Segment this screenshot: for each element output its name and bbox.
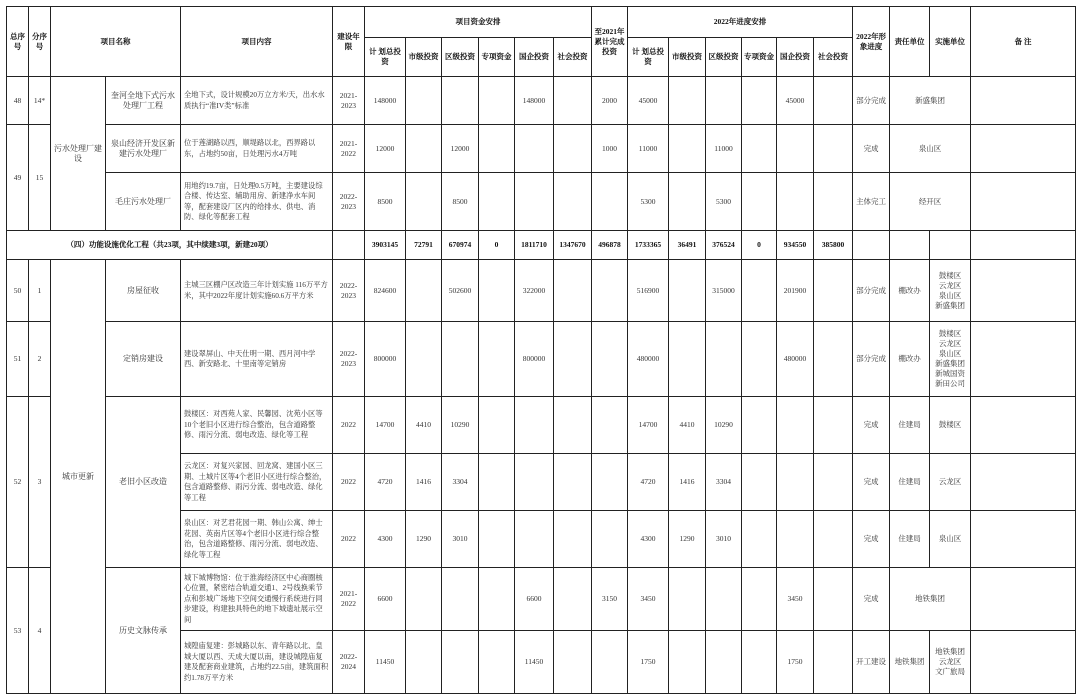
responsible-unit: 泉山区	[890, 125, 971, 173]
project-content: 鼓楼区：对西苑人家、民馨园、沈苑小区等10个老旧小区进行综合整治，包含道路整修、雨污分流、弱电改造、绿化等工程	[181, 397, 333, 454]
progress-status: 完成	[853, 125, 890, 173]
note-cell	[971, 454, 1076, 511]
plan-value	[742, 77, 777, 125]
done-investment: 2000	[592, 77, 628, 125]
sub-serial-number: 2	[29, 322, 51, 397]
plan-value: 45000	[777, 77, 814, 125]
fund-value	[554, 322, 592, 397]
fund-value: 8500	[365, 173, 406, 231]
plan-value: 4300	[628, 511, 669, 568]
progress-status: 主体完工	[853, 173, 890, 231]
section-done-value: 496878	[592, 231, 628, 260]
implementing-unit: 云龙区	[930, 454, 971, 511]
section-fund-value: 1347670	[554, 231, 592, 260]
section-empty-cell	[971, 231, 1076, 260]
plan-value	[742, 322, 777, 397]
project-name: 毛庄污水处理厂	[106, 173, 181, 231]
plan-value	[742, 631, 777, 694]
fund-value: 148000	[365, 77, 406, 125]
fund-value	[479, 77, 515, 125]
progress-status: 部分完成	[853, 77, 890, 125]
fund-value	[479, 568, 515, 631]
fund-subheader: 市级投资	[406, 38, 442, 77]
fund-value: 824600	[365, 260, 406, 322]
fund-value	[554, 125, 592, 173]
table-row	[7, 322, 1076, 397]
plan-value: 10290	[706, 397, 742, 454]
fund-value: 12000	[442, 125, 479, 173]
sub-serial-number: 14*	[29, 77, 51, 125]
done-investment: 3150	[592, 568, 628, 631]
fund-subheader: 专项资金	[479, 38, 515, 77]
fund-value	[479, 397, 515, 454]
plan-value	[742, 511, 777, 568]
section-plan-value: 36491	[669, 231, 706, 260]
serial-number: 51	[7, 322, 29, 397]
build-years: 2022-2024	[333, 631, 365, 694]
done-investment	[592, 511, 628, 568]
responsible-unit: 经开区	[890, 173, 971, 231]
fund-value	[479, 322, 515, 397]
fund-value: 4720	[365, 454, 406, 511]
fund-value	[554, 173, 592, 231]
progress-status: 完成	[853, 454, 890, 511]
plan-subheader: 计 划总投资	[628, 38, 669, 77]
plan-subheader: 专项资金	[742, 38, 777, 77]
fund-value	[515, 511, 554, 568]
fund-value: 6600	[515, 568, 554, 631]
note-cell	[971, 511, 1076, 568]
fund-value	[515, 454, 554, 511]
sub-serial-number: 1	[29, 260, 51, 322]
sub-serial-number: 15	[29, 125, 51, 231]
section-plan-value: 376524	[706, 231, 742, 260]
serial-number: 48	[7, 77, 29, 125]
fund-subheader: 计 划总投资	[365, 38, 406, 77]
project-name: 老旧小区改造	[106, 397, 181, 568]
implementing-unit: 鼓楼区	[930, 397, 971, 454]
plan-value	[814, 631, 853, 694]
plan-value: 1750	[777, 631, 814, 694]
header-plan-group: 2022年进度安排	[628, 7, 853, 38]
fund-value	[515, 397, 554, 454]
plan-value	[814, 454, 853, 511]
fund-subheader: 国企投资	[515, 38, 554, 77]
fund-value	[442, 568, 479, 631]
project-content: 云龙区：对复兴家园、回龙窝、建国小区三期、土城片区等4个老旧小区进行综合整治，包含道路整修、雨污分流、弱电改造、绿化等工程	[181, 454, 333, 511]
done-investment	[592, 397, 628, 454]
fund-value	[479, 511, 515, 568]
fund-value: 148000	[515, 77, 554, 125]
section-empty-cell	[930, 231, 971, 260]
plan-value	[669, 631, 706, 694]
responsible-unit: 新盛集团	[890, 77, 971, 125]
implementing-unit: 鼓楼区 云龙区 泉山区 新盛集团	[930, 260, 971, 322]
section-empty-cell	[853, 231, 890, 260]
section-plan-value: 934550	[777, 231, 814, 260]
fund-value: 502600	[442, 260, 479, 322]
plan-value	[742, 397, 777, 454]
plan-value	[777, 397, 814, 454]
serial-number: 53	[7, 568, 29, 694]
project-content: 位于莲湖路以西，顺堤路以北，西界路以东，占地约50亩，日处理污水4万吨	[181, 125, 333, 173]
fund-value	[442, 631, 479, 694]
build-years: 2022	[333, 397, 365, 454]
plan-value	[669, 260, 706, 322]
fund-value	[554, 568, 592, 631]
progress-status: 部分完成	[853, 260, 890, 322]
plan-value	[777, 454, 814, 511]
plan-value: 1416	[669, 454, 706, 511]
fund-value	[406, 125, 442, 173]
plan-value	[814, 260, 853, 322]
fund-value: 10290	[442, 397, 479, 454]
plan-value	[669, 77, 706, 125]
plan-value	[706, 77, 742, 125]
build-years: 2022-2023	[333, 260, 365, 322]
header-fund-group: 项目资金安排	[365, 7, 592, 38]
implementing-unit: 泉山区	[930, 511, 971, 568]
fund-value	[406, 173, 442, 231]
section-fund-value: 72791	[406, 231, 442, 260]
section-plan-value: 385800	[814, 231, 853, 260]
fund-value	[406, 322, 442, 397]
fund-value: 800000	[515, 322, 554, 397]
fund-value: 8500	[442, 173, 479, 231]
header-note: 备 注	[971, 7, 1076, 77]
sub-serial-number: 4	[29, 568, 51, 694]
plan-value: 45000	[628, 77, 669, 125]
plan-subheader: 社会投资	[814, 38, 853, 77]
done-investment	[592, 173, 628, 231]
plan-value	[814, 397, 853, 454]
plan-value	[777, 125, 814, 173]
section-plan-value: 1733365	[628, 231, 669, 260]
fund-value: 4300	[365, 511, 406, 568]
note-cell	[971, 631, 1076, 694]
serial-number: 49	[7, 125, 29, 231]
fund-value	[554, 77, 592, 125]
done-investment	[592, 260, 628, 322]
responsible-unit: 住建局	[890, 397, 930, 454]
plan-value: 5300	[628, 173, 669, 231]
fund-value: 12000	[365, 125, 406, 173]
header-impl: 实施单位	[930, 7, 971, 77]
fund-subheader: 社会投资	[554, 38, 592, 77]
responsible-unit: 住建局	[890, 454, 930, 511]
plan-value	[814, 322, 853, 397]
table-row	[7, 173, 1076, 231]
implementing-unit: 地铁集团 云龙区 文广旅局	[930, 631, 971, 694]
plan-value: 3304	[706, 454, 742, 511]
serial-number: 52	[7, 397, 29, 568]
table-row	[7, 260, 1076, 322]
project-table	[6, 6, 1076, 694]
fund-value	[554, 631, 592, 694]
fund-value: 11450	[515, 631, 554, 694]
project-name: 房屋征收	[106, 260, 181, 322]
plan-value	[814, 173, 853, 231]
header-done: 至2021年累计完成投资	[592, 7, 628, 77]
project-content: 城隍庙复建：彭城路以东、青年路以北、皇城大厦以西、天成大厦以南，建设城隍庙复建及配套商业建筑，占地约22.5亩，建筑面积约1.78万平方米	[181, 631, 333, 694]
project-name: 奎河全地下式污水处理厂工程	[106, 77, 181, 125]
note-cell	[971, 322, 1076, 397]
project-content: 主城三区棚户区改造三年计划实施 116万平方米，其中2022年度计划实施60.6万平方米	[181, 260, 333, 322]
plan-value	[742, 568, 777, 631]
sub-serial-number: 3	[29, 397, 51, 568]
build-years: 2022	[333, 511, 365, 568]
responsible-unit: 地铁集团	[890, 568, 971, 631]
plan-value: 315000	[706, 260, 742, 322]
section-fund-value: 1811710	[515, 231, 554, 260]
build-years: 2021-2022	[333, 568, 365, 631]
header-progress: 2022年形象进度	[853, 7, 890, 77]
plan-value: 1290	[669, 511, 706, 568]
plan-subheader: 区级投资	[706, 38, 742, 77]
plan-value: 11000	[628, 125, 669, 173]
fund-value	[442, 322, 479, 397]
section-plan-value: 0	[742, 231, 777, 260]
project-group: 污水处理厂建设	[51, 77, 106, 231]
done-investment	[592, 322, 628, 397]
plan-value	[669, 568, 706, 631]
progress-status: 完成	[853, 568, 890, 631]
header-project-name: 项目名称	[51, 7, 181, 77]
header-project-content: 项目内容	[181, 7, 333, 77]
section-fund-value: 670974	[442, 231, 479, 260]
section-empty-cell	[890, 231, 930, 260]
fund-value: 3010	[442, 511, 479, 568]
fund-value: 11450	[365, 631, 406, 694]
project-name: 泉山经济开发区新建污水处理厂	[106, 125, 181, 173]
build-years: 2021-2022	[333, 125, 365, 173]
plan-value: 5300	[706, 173, 742, 231]
project-name: 历史文脉传承	[106, 568, 181, 694]
fund-value: 6600	[365, 568, 406, 631]
plan-value: 480000	[628, 322, 669, 397]
progress-status: 部分完成	[853, 322, 890, 397]
plan-value: 11000	[706, 125, 742, 173]
plan-value: 3010	[706, 511, 742, 568]
progress-status: 完成	[853, 397, 890, 454]
implementing-unit: 鼓楼区 云龙区 泉山区 新盛集团 新城国资 新田公司	[930, 322, 971, 397]
plan-subheader: 国企投资	[777, 38, 814, 77]
fund-value	[406, 260, 442, 322]
fund-value: 322000	[515, 260, 554, 322]
plan-value: 3450	[628, 568, 669, 631]
fund-value	[479, 631, 515, 694]
fund-value	[406, 631, 442, 694]
plan-value	[706, 322, 742, 397]
fund-value	[554, 454, 592, 511]
fund-value	[406, 568, 442, 631]
project-content: 泉山区：对艺君花园一期、韩山公寓、绅士花园、英南片区等4个老旧小区进行综合整治，包含道路整修、雨污分流、弱电改造、绿化等工程	[181, 511, 333, 568]
plan-value	[706, 631, 742, 694]
note-cell	[971, 568, 1076, 631]
plan-value	[814, 125, 853, 173]
section-fund-value: 0	[479, 231, 515, 260]
header-years: 建设年限	[333, 7, 365, 77]
table-row	[7, 77, 1076, 125]
build-years: 2021-2023	[333, 77, 365, 125]
note-cell	[971, 173, 1076, 231]
serial-number: 50	[7, 260, 29, 322]
fund-value	[515, 125, 554, 173]
project-content: 用地约19.7亩，日处理0.5万吨，主要建设综合楼、传达室、辅助用房、新建净水车间等，配套建设厂区内的给排水、供电、消防、绿化等配套工程	[181, 173, 333, 231]
note-cell	[971, 260, 1076, 322]
fund-subheader: 区级投资	[442, 38, 479, 77]
fund-value: 3304	[442, 454, 479, 511]
fund-value: 1290	[406, 511, 442, 568]
responsible-unit: 棚改办	[890, 260, 930, 322]
project-content: 城下城博物馆：位于淮海经济区中心商圈核心位置，紧密结合轨道交通1、2号线换乘节点和彭城广场地下空间交通慢行系统进行同步建设，构建独具特色的地下城遗址展示空间	[181, 568, 333, 631]
plan-value: 14700	[628, 397, 669, 454]
progress-status: 完成	[853, 511, 890, 568]
plan-value	[777, 511, 814, 568]
project-content: 全地下式，设计规模20万立方米/天，出水水质执行“准IV类”标准	[181, 77, 333, 125]
plan-value	[706, 568, 742, 631]
section-years	[333, 231, 365, 260]
fund-value	[406, 77, 442, 125]
note-cell	[971, 77, 1076, 125]
responsible-unit: 棚改办	[890, 322, 930, 397]
plan-value: 201900	[777, 260, 814, 322]
header-resp: 责任单位	[890, 7, 930, 77]
build-years: 2022	[333, 454, 365, 511]
fund-value	[479, 260, 515, 322]
plan-value	[742, 125, 777, 173]
fund-value: 4410	[406, 397, 442, 454]
plan-value: 4410	[669, 397, 706, 454]
project-content: 建设翠屏山、中天仕明一期、西月河中学西、新安路北、十里南等定销房	[181, 322, 333, 397]
fund-value: 800000	[365, 322, 406, 397]
plan-value	[814, 511, 853, 568]
plan-value	[669, 322, 706, 397]
plan-value	[742, 173, 777, 231]
done-investment	[592, 631, 628, 694]
fund-value	[554, 511, 592, 568]
done-investment: 1000	[592, 125, 628, 173]
fund-value	[515, 173, 554, 231]
table-row	[7, 125, 1076, 173]
done-investment	[592, 454, 628, 511]
fund-value	[479, 454, 515, 511]
header-sub-no: 分序号	[29, 7, 51, 77]
section-row	[7, 231, 1076, 260]
fund-value: 14700	[365, 397, 406, 454]
plan-value	[742, 260, 777, 322]
plan-value	[669, 125, 706, 173]
note-cell	[971, 125, 1076, 173]
fund-value	[554, 397, 592, 454]
plan-value	[777, 173, 814, 231]
progress-status: 开工建设	[853, 631, 890, 694]
fund-value: 1416	[406, 454, 442, 511]
fund-value	[479, 125, 515, 173]
header-no: 总序号	[7, 7, 29, 77]
responsible-unit: 地铁集团	[890, 631, 930, 694]
plan-value: 516900	[628, 260, 669, 322]
fund-value	[479, 173, 515, 231]
plan-subheader: 市级投资	[669, 38, 706, 77]
plan-value	[814, 568, 853, 631]
section-title: （四）功能设施优化工程（共23项，其中续建3项，新建20项）	[7, 231, 333, 260]
project-group: 城市更新	[51, 260, 106, 694]
fund-value	[554, 260, 592, 322]
plan-value	[742, 454, 777, 511]
plan-value: 3450	[777, 568, 814, 631]
section-fund-value: 3903145	[365, 231, 406, 260]
table-row	[7, 397, 1076, 454]
build-years: 2022-2023	[333, 322, 365, 397]
note-cell	[971, 397, 1076, 454]
plan-value: 480000	[777, 322, 814, 397]
fund-value	[442, 77, 479, 125]
plan-value: 1750	[628, 631, 669, 694]
project-name: 定销房建设	[106, 322, 181, 397]
plan-value: 4720	[628, 454, 669, 511]
responsible-unit: 住建局	[890, 511, 930, 568]
plan-value	[814, 77, 853, 125]
table-row	[7, 568, 1076, 631]
plan-value	[669, 173, 706, 231]
build-years: 2022-2023	[333, 173, 365, 231]
